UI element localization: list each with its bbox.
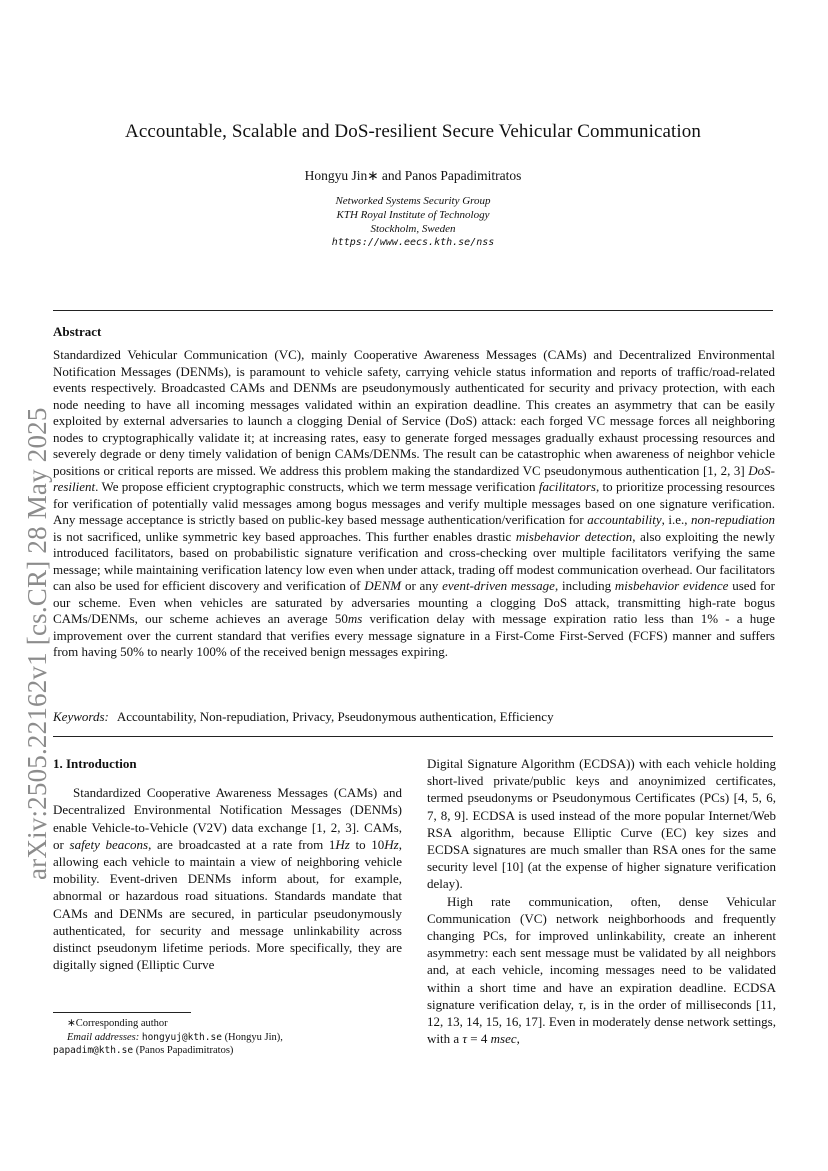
abstract-emphasis: misbehavior detection	[515, 528, 633, 544]
keywords-label: Keywords:	[53, 709, 109, 724]
abstract-emphasis: DoS-resilient	[53, 462, 776, 494]
footnote-emails: Email addresses: hongyuj@kth.se (Hongyu Jin),	[67, 1031, 283, 1043]
affiliation-url[interactable]: https://www.eecs.kth.se/nss	[331, 237, 495, 248]
keywords-text: Accountability, Non-repudiation, Privacy, Pseudonymous authentication, Efficiency	[116, 709, 554, 724]
footnote-corresponding-author: ∗Corresponding author	[67, 1018, 168, 1029]
affiliation-city: Stockholm, Sweden	[370, 223, 456, 235]
abstract-body: Standardized Vehicular Communication (VC), mainly Cooperative Awareness Messages (CAMs) and Decentralized Environmental Notification Messages (DENMs), is paramount to vehicle safety, carrying vehicle status information and reports of traffic/road-related events respectively. Broadcasted CAMs and DENMs are pseudonymously authenticated for security and privacy protection, with each node needing to have all incoming messages validated within an expiration deadline. This creates an asymmetry that can be easily exploited by external adversaries to launch a clogging Denial of Service (DoS) attack: each forged VC message forces all neighboring nodes to cryptographically validate it; at increasing rates, easy to generate forged messages gradually exhaust processing resources and severely degrade or deny timely validation of benign CAMs/DENMs. The result can be catastrophic when awareness of neighbor vehicle positions or critical reports are missed. We address this problem making the standardized VC pseudonymous authentication [1, 2, 3] DoS-resilient. We propose efficient cryptographic constructs, which we term message verification facilitators, to prioritize processing resources for verification of potentially valid messages among bogus messages and verify multiple messages based on one signature verification. Any message acceptance is strictly based on public-key based message authentication/verification for accountability, i.e., non-repudiation is not sacrificed, unlike symmetric key based approaches. This further enables drastic misbehavior detection, also exploiting the newly introduced facilitators, based on probabilistic signature verification and cross-checking over multiple facilitators verifying the same message; while maintaining verification latency low even when under attack, trading off modest communication overhead. Our facilitators can also be used for efficient discovery and verification of DENM or any event-driven message, including misbehavior evidence used for our scheme. Even when vehicles are saturated by adversaries mounting a clogging DoS attack, transmitting high-rate bogus CAMs/DENMs, our scheme achieves an average 50ms verification delay with message expiration ratio less than 1% - a huge improvement over the current standard that verifies every message signature in a First-Come First-Served (FCFS) manner and suffers from having 50% to nearly 100% of the received benign messages expiring.	[53, 347, 776, 659]
affiliation-group: Networked Systems Security Group	[335, 195, 491, 207]
abstract-emphasis: facilitators	[538, 479, 596, 494]
intro-paragraph-1-continued: Digital Signature Algorithm (ECDSA)) with each vehicle holding short-lived private/public keys and anoynimized certificates, termed pseudonyms or Pseudonymous Certificates (PCs) [4, 5, 6, 7, 8, 9]. ECDSA is used instead of the more popular Internet/Web RSA algorithm, because Elliptic Curve (EC) key sizes and ECDSA signatures are much smaller than RSA ones for the same security level [10] (at the expense of higher signature verification delay).	[427, 756, 776, 892]
keywords-line	[53, 709, 554, 725]
affiliation-institute: KTH Royal Institute of Technology	[336, 209, 490, 221]
arxiv-side-stamp: arXiv:2505.22162v1 [cs.CR] 28 May 2025	[22, 407, 52, 880]
abstract-emphasis: non-repudiation	[691, 512, 776, 527]
affiliation-block	[53, 194, 773, 250]
abstract-emphasis: ms	[347, 611, 363, 626]
paper-title: Accountable, Scalable and DoS-resilient Secure Vehicular Communication	[125, 121, 701, 142]
email-link-papadimitratos[interactable]: papadim@kth.se	[53, 1045, 134, 1056]
top-divider	[53, 310, 773, 311]
abstract-heading: Abstract	[53, 324, 102, 339]
email-link-jin[interactable]: hongyuj@kth.se	[141, 1031, 222, 1043]
abstract-bottom-divider	[53, 736, 773, 737]
intro-paragraph-1: Standardized Cooperative Awareness Messages (CAMs) and Decentralized Environmental Notification Messages (DENMs) enable Vehicle-to-Vehicle (V2V) data exchange [1, 2, 3]. CAMs, or safety beacons, are broadcasted at a rate from 1Hz to 10Hz, allowing each vehicle to maintain a view of neighboring vehicle mobility. Event-driven DENMs inform about, for example, abnormal or hazardous road situations. Standards mandate that CAMs and DENMs are secured, in particular pseudonymously authenticated, for security and message unlinkability across distinct pseudonym lifetime periods. More specifically, they are digitally signed (Elliptic Curve	[53, 785, 402, 973]
abstract-emphasis: event-driven message	[442, 578, 555, 593]
right-column	[427, 755, 776, 1047]
footnote-emails-continued: papadim@kth.se (Panos Papadimitratos)	[53, 1045, 234, 1056]
abstract-emphasis: misbehavior evidence	[614, 578, 729, 593]
abstract-emphasis: accountability	[587, 512, 662, 527]
section-heading-introduction: 1. Introduction	[53, 756, 137, 771]
author-list: Hongyu Jin∗ and Panos Papadimitratos	[304, 168, 522, 183]
abstract-emphasis: DENM	[364, 578, 402, 593]
intro-paragraph-2: High rate communication, often, dense Vehicular Communication (VC) network neighborhoods and frequently changing PCs, for improved unlinkability, create an inherent asymmetry: each sent message must be validated by all neighbors and, at each vehicle, incoming messages need to be validated within a short time and have an expiration deadline. ECDSA signature verification delay, τ, is in the order of milliseconds [11, 12, 13, 14, 15, 16, 17]. Even in moderately dense network settings, with a τ = 4 msec,	[427, 893, 776, 1047]
footnote-block	[53, 1017, 402, 1058]
left-column	[53, 755, 402, 973]
footnote-divider	[53, 1012, 191, 1013]
